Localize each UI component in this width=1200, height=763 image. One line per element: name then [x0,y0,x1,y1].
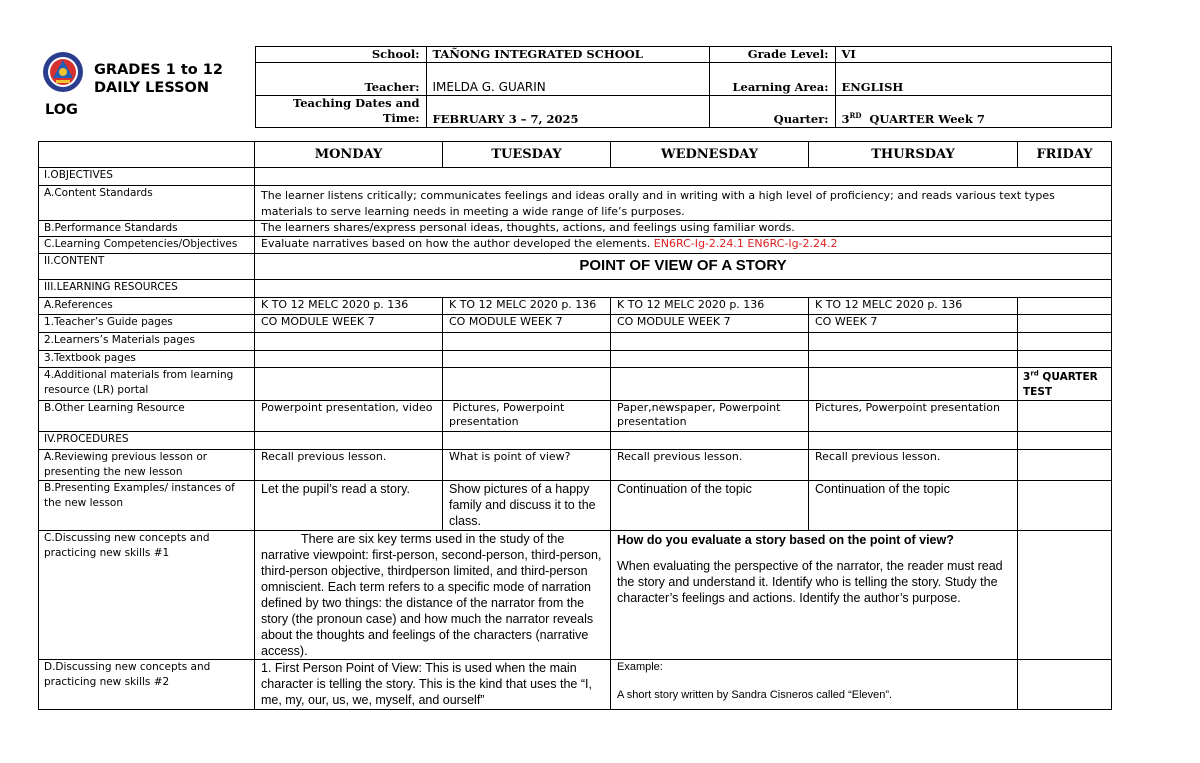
proc-wed [611,432,809,450]
competencies-text [255,237,1112,254]
tg-tue: CO MODULE WEEK 7 [443,315,611,333]
other-tue: Pictures, Powerpoint presentation [443,401,611,432]
day-monday: MONDAY [255,142,443,168]
add-mon [255,368,443,401]
content-topic: POINT OF VIEW OF A STORY [255,254,1112,280]
other-thu: Pictures, Powerpoint presentation [809,401,1018,432]
grade-label: Grade Level: [709,47,835,63]
add-tue [443,368,611,401]
tg-thu: CO WEEK 7 [809,315,1018,333]
day-wednesday: WEDNESDAY [611,142,809,168]
lm-tue [443,333,611,351]
area-label: Learning Area: [709,63,835,96]
content-standards-text: The learner listens critically; communicates feelings and ideas orally and in writing with a high level of proficiency; and reads various text types materials to serve learning needs in meeting a wide range of life’s purposes. [255,186,1112,221]
tb-fri [1018,351,1112,368]
teacher-value: IMELDA G. GUARIN [426,63,709,96]
other-wed: Paper,newspaper, Powerpoint presentation [611,401,809,432]
test-number: 3 [1023,371,1031,383]
procedures-label: IV.PROCEDURES [39,432,255,450]
dates-value: FEBRUARY 3 – 7, 2025 [426,96,709,128]
tb-tue [443,351,611,368]
proc-tue [443,432,611,450]
day-tuesday: TUESDAY [443,142,611,168]
other-mon: Powerpoint presentation, video [255,401,443,432]
discuss2-example-text: A short story written by Sandra Cisneros called “Eleven”. [617,689,893,701]
lm-wed [611,333,809,351]
tb-wed [611,351,809,368]
discuss2-text: 1. First Person Point of View: This is used when the main character is telling the story. This is the kind that uses the “I, me, my, our, us, we, myself, and ourself” [255,660,611,710]
additional-materials-label: 4.Additional materials from learning resource (LR) portal [39,368,255,401]
header-table [38,46,1112,128]
discuss1-wed-thu [611,531,1018,660]
area-value: ENGLISH [835,63,1111,96]
lm-mon [255,333,443,351]
test-suffix: rd [1030,369,1039,378]
discuss1-text: There are six key terms used in the study of the narrative viewpoint: first-person, second-person, third-person, third-person objective, thirdperson limited, and third-person omniscient. Each term refers to a specific mode of narration defined by two things: the distance of the narrator from the story (the pronoun case) and how much the narrator reveals about the thoughts and feelings of the characters (narrative access). [261,532,602,658]
tb-label: 3.Textbook pages [39,351,255,368]
review-tue: What is point of view? [443,450,611,481]
quarter-suffix: RD [849,111,862,121]
quarter-value [835,96,1111,128]
quarter-number: 3 [841,112,850,126]
review-mon: Recall previous lesson. [255,450,443,481]
tg-label: 1.Teacher’s Guide pages [39,315,255,333]
references-wed: K TO 12 MELC 2020 p. 136 [611,298,809,315]
title-line-2: DAILY LESSON [94,79,210,96]
quarter-rest: QUARTER Week 7 [861,112,985,126]
add-wed [611,368,809,401]
tg-fri [1018,315,1112,333]
title-line-1: GRADES 1 to 12 [94,61,223,78]
present-fri [1018,481,1112,531]
tg-wed: CO MODULE WEEK 7 [611,315,809,333]
resources-label: III.LEARNING RESOURCES [39,280,255,298]
references-label: A.References [39,298,255,315]
content-label: II.CONTENT [39,254,255,280]
competencies-label: C.Learning Competencies/Objectives [39,237,255,254]
present-tue: Show pictures of a happy family and discuss it to the class. [443,481,611,531]
discuss1-mon-tue [255,531,611,660]
other-resource-label: B.Other Learning Resource [39,401,255,432]
objectives-label: I.OBJECTIVES [39,168,255,186]
school-value: TAÑONG INTEGRATED SCHOOL [426,47,709,63]
discuss1-heading: How do you evaluate a story based on the point of view? [617,533,954,547]
tb-mon [255,351,443,368]
quarter-label: Quarter: [709,96,835,128]
corner-cell [39,142,255,168]
review-thu: Recall previous lesson. [809,450,1018,481]
dates-label-line-1: Teaching Dates and [292,96,420,110]
performance-standards-label: B.Performance Standards [39,221,255,237]
objectives-empty [255,168,1112,186]
title-block [38,47,255,128]
proc-thu [809,432,1018,450]
present-thu: Continuation of the topic [809,481,1018,531]
proc-fri [1018,432,1112,450]
school-label: School: [255,47,426,63]
tg-mon: CO MODULE WEEK 7 [255,315,443,333]
review-fri [1018,450,1112,481]
day-friday: FRIDAY [1018,142,1112,168]
grade-value: VI [835,47,1111,63]
present-label: B.Presenting Examples/ instances of the new lesson [39,481,255,531]
discuss2-label: D.Discussing new concepts and practicing new skills #2 [39,660,255,710]
lm-thu [809,333,1018,351]
discuss2-fri [1018,660,1112,710]
other-fri [1018,401,1112,432]
discuss1-fri [1018,531,1112,660]
add-thu [809,368,1018,401]
day-thursday: THURSDAY [809,142,1018,168]
discuss2-example-label: Example: [617,661,663,673]
review-label: A.Reviewing previous lesson or presenting the new lesson [39,450,255,481]
deped-seal-icon [42,51,84,93]
discuss2-wed-thu [611,660,1018,710]
present-mon: Let the pupil’s read a story. [255,481,443,531]
day-header-row [39,142,1112,168]
references-tue: K TO 12 MELC 2020 p. 136 [443,298,611,315]
lm-label: 2.Learners’s Materials pages [39,333,255,351]
dates-label-line-2: Time: [382,111,420,125]
discuss1-body: When evaluating the perspective of the narrator, the reader must read the story and understand it. Identify who is telling the story. Study the character’s feelings and actions. Identify the author’s purpose. [617,559,1003,605]
proc-mon [255,432,443,450]
teacher-label: Teacher: [255,63,426,96]
dates-label [255,96,426,128]
lesson-table [38,141,1112,710]
performance-standards-text: The learners shares/express personal ideas, thoughts, actions, and feelings using familiar words. [255,221,1112,237]
references-fri [1018,298,1112,315]
references-thu: K TO 12 MELC 2020 p. 136 [809,298,1018,315]
content-standards-label: A.Content Standards [39,186,255,221]
present-wed: Continuation of the topic [611,481,809,531]
test-rest: QUARTER TEST [1023,371,1098,398]
discuss1-label: C.Discussing new concepts and practicing new skills #1 [39,531,255,660]
references-mon: K TO 12 MELC 2020 p. 136 [255,298,443,315]
resources-empty [255,280,1112,298]
title-line-3: LOG [45,101,78,118]
competencies-desc: Evaluate narratives based on how the author developed the elements. [261,237,654,250]
review-wed: Recall previous lesson. [611,450,809,481]
tb-thu [809,351,1018,368]
lm-fri [1018,333,1112,351]
competency-code: EN6RC-Ig-2.24.1 EN6RC-Ig-2.24.2 [653,237,838,250]
friday-quarter-test [1018,368,1112,401]
